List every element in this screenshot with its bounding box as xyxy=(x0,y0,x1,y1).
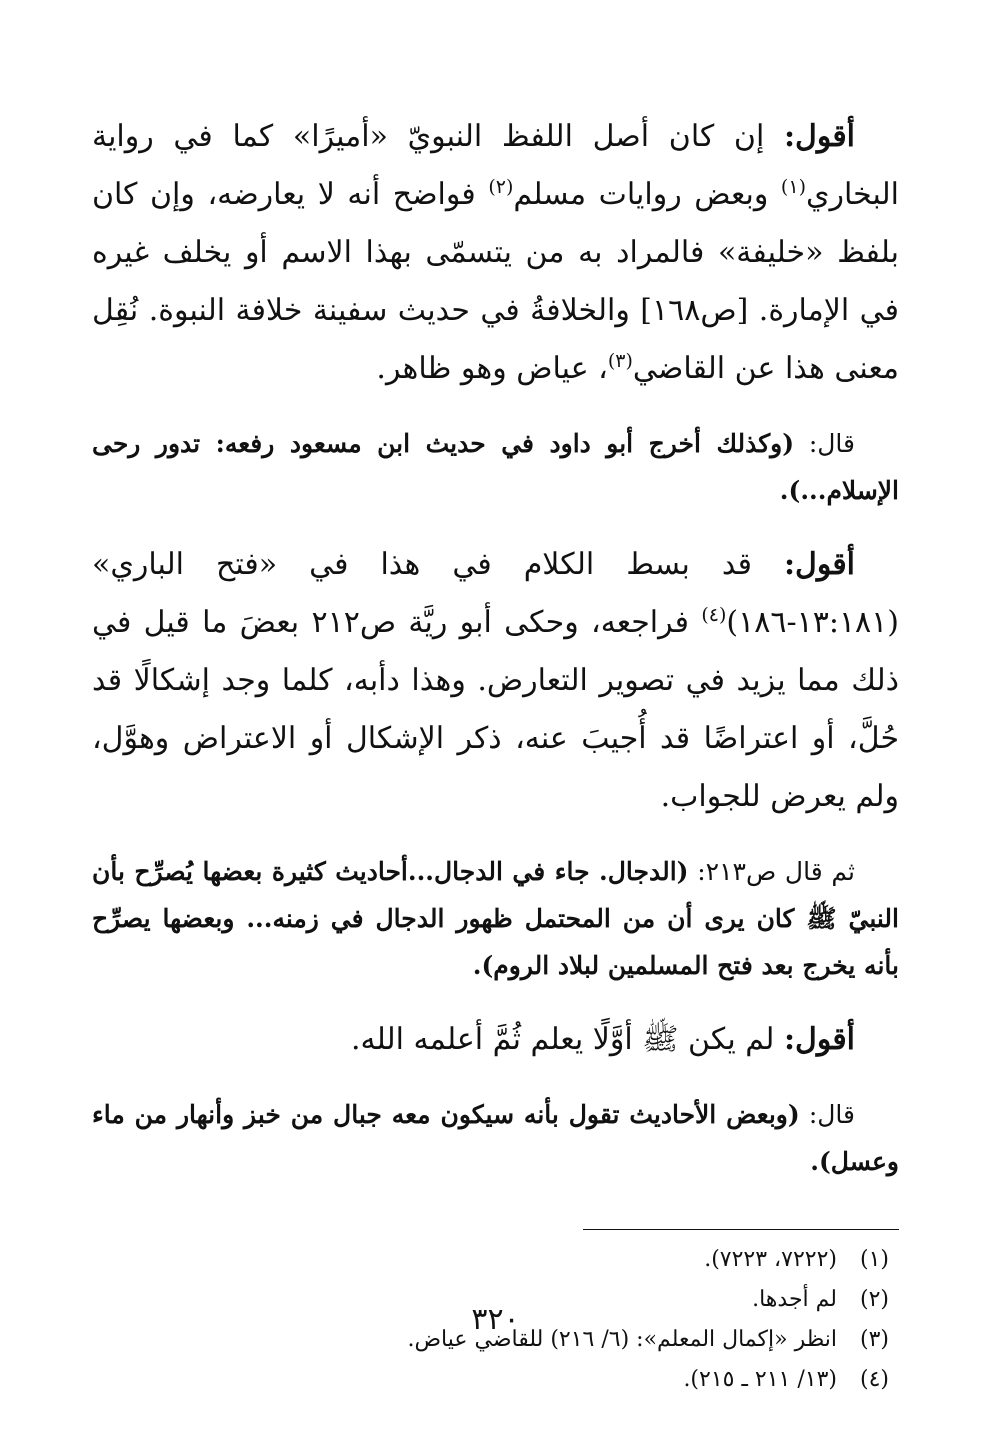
footnote-text: لم أجدها. xyxy=(752,1287,837,1312)
footnote-ref-4[interactable]: (٤) xyxy=(701,604,727,626)
paragraph-1 xyxy=(92,108,899,398)
footnote-number: (٢) xyxy=(859,1287,889,1312)
paragraph-4 xyxy=(92,848,899,989)
quoted-text: (الدجال. جاء في الدجال...أحاديث كثيرة بعضها يُصرِّح بأن النبيّ ﷺ كان يرى أن من المحتمل ظهور الدجال في زمنه... وبعضها يصرِّح بأنه يخرج بعد فتح المسلمين لبلاد الروم). xyxy=(92,857,899,980)
footnote-number: (١) xyxy=(859,1247,889,1272)
paragraph-1-text-2: وبعض روايات مسلم xyxy=(513,177,781,212)
paragraph-3-text-2: فراجعه، وحكى أبو ريَّة ص٢١٢ بعضَ ما قيل في ذلك مما يزيد في تصوير التعارض. وهذا دأبه، كلما وجد إشكالًا قد حُلَّ، أو اعتراضًا قد أُجيبَ عنه، ذكر الإشكال أو الاعتراض وهوَّل، ولم يعرض للجواب. xyxy=(92,605,899,814)
footnote-number: (٤) xyxy=(859,1367,889,1392)
paragraph-1-text-3: فواضح أنه لا يعارضه، وإن كان بلفظ «خليفة» فالمراد به من يتسمّى بهذا الاسم أو يخلف غيره في الإمارة. [ص١٦٨] والخلافةُ في حديث سفينة خلافة النبوة. نُقِل معنى هذا عن القاضي xyxy=(92,177,899,386)
quoted-text: (وبعض الأحاديث تقول بأنه سيكون معه جبال من خبز وأنهار من ماء وعسل). xyxy=(92,1100,899,1176)
footnote-ref-2[interactable]: (٢) xyxy=(488,176,514,198)
paragraph-3-text-1: قد بسط الكلام في هذا في «فتح الباري» (١٣:١٨١-١٨٦) xyxy=(92,547,900,640)
paragraph-6 xyxy=(92,1091,899,1185)
footnote-text: (٧٢٢٢، ٧٢٢٣). xyxy=(704,1247,837,1272)
footnote-text: انظر «إكمال المعلم»: (٦/ ٢١٦) للقاضي عياض. xyxy=(407,1327,837,1352)
aqulu-label: أقول: xyxy=(783,119,855,154)
paragraph-5 xyxy=(92,1011,899,1069)
paragraph-1-text-4: ، عياض وهو ظاهر. xyxy=(376,351,608,386)
aqulu-label: أقول: xyxy=(783,1022,855,1057)
footnote-ref-3[interactable]: (٣) xyxy=(607,350,633,372)
aqulu-label: أقول: xyxy=(783,547,855,582)
paragraph-5-text-1: لم يكن ﷺ أوَّلًا يعلم ثُمَّ أعلمه الله. xyxy=(350,1022,784,1057)
qala-label: ثم قال ص٢١٣: xyxy=(688,857,855,886)
qala-label: قال: xyxy=(794,429,856,458)
footnote-separator xyxy=(583,1229,899,1230)
footnote-item xyxy=(92,1360,899,1400)
footnote-ref-1[interactable]: (١) xyxy=(780,176,806,198)
paragraph-1-text-1: إن كان أصل اللفظ النبويّ «أميرًا» كما في رواية البخاري xyxy=(92,119,899,212)
paragraph-3 xyxy=(92,536,899,826)
qala-label: قال: xyxy=(799,1100,855,1129)
quoted-text: (وكذلك أخرج أبو داود في حديث ابن مسعود رفعه: تدور رحى الإسلام...). xyxy=(92,429,899,505)
footnote-text: (١٣/ ٢١١ ـ ٢١٥). xyxy=(683,1367,837,1392)
page-number: ٣٢٠ xyxy=(471,1302,520,1337)
footnote-number: (٣) xyxy=(859,1327,889,1352)
footnote-item xyxy=(92,1240,899,1280)
paragraph-2 xyxy=(92,420,899,514)
